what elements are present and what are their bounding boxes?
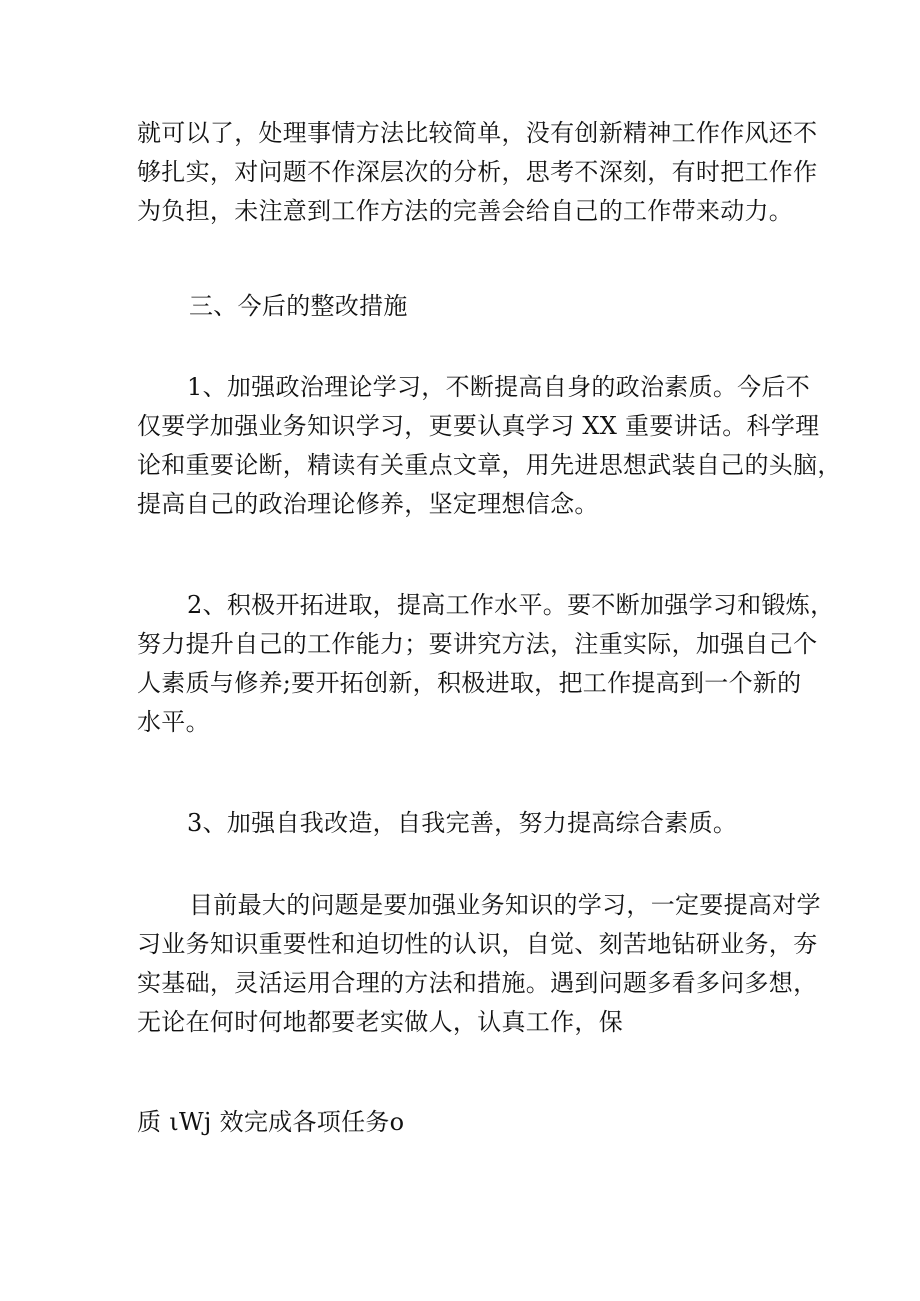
paragraph-line: 就可以了，处理事情方法比较简单，没有创新精神工作作风还不: [137, 119, 818, 147]
item-1-paragraph: [137, 368, 842, 524]
paragraph-line: 目前最大的问题是要加强业务知识的学习，一定要提高对学: [189, 891, 821, 919]
closing-paragraph: [137, 886, 821, 1042]
item-3-paragraph: 3、加强自我改造，自我完善，努力提高综合素质。: [187, 809, 738, 837]
paragraph-line: 无论在何时何地都要老实做人，认真工作，保: [137, 1008, 623, 1036]
paragraph-line: 努力提升自己的工作能力；要讲究方法，注重实际，加强自己个: [137, 630, 818, 658]
item-2-paragraph: [137, 586, 835, 742]
paragraph-line: 论和重要论断，精读有关重点文章，用先进思想武装自己的头脑，: [137, 451, 842, 479]
paragraph-line: 为负担，未注意到工作方法的完善会给自己的工作带来动力。: [137, 197, 794, 225]
paragraph-line: 1、加强政治理论学习，不断提高自身的政治素质。今后不: [187, 373, 811, 401]
paragraph-line: 实基础，灵活运用合理的方法和措施。遇到问题多看多问多想，: [137, 969, 818, 997]
continuation-paragraph: [137, 114, 818, 231]
paragraph-line: 习业务知识重要性和迫切性的认识，自觉、刻苦地钻研业务，夯: [137, 930, 818, 958]
paragraph-line: 够扎实，对问题不作深层次的分析，思考不深刻，有时把工作作: [137, 158, 818, 186]
paragraph-line: 水平。: [137, 708, 210, 736]
paragraph-line: 仅要学加强业务知识学习，更要认真学习 XX 重要讲话。科学理: [137, 412, 820, 440]
paragraph-line: 人素质与修养;要开拓创新，积极进取，把工作提高到一个新的: [137, 669, 802, 697]
section-heading: 三、今后的整改措施: [189, 292, 408, 320]
paragraph-line: 提高自己的政治理论修养，坚定理想信念。: [137, 490, 599, 518]
final-line: 质 ιWj 效完成各项任务ο: [137, 1108, 405, 1136]
paragraph-line: 2、积极开拓进取，提高工作水平。要不断加强学习和锻炼，: [187, 591, 835, 619]
